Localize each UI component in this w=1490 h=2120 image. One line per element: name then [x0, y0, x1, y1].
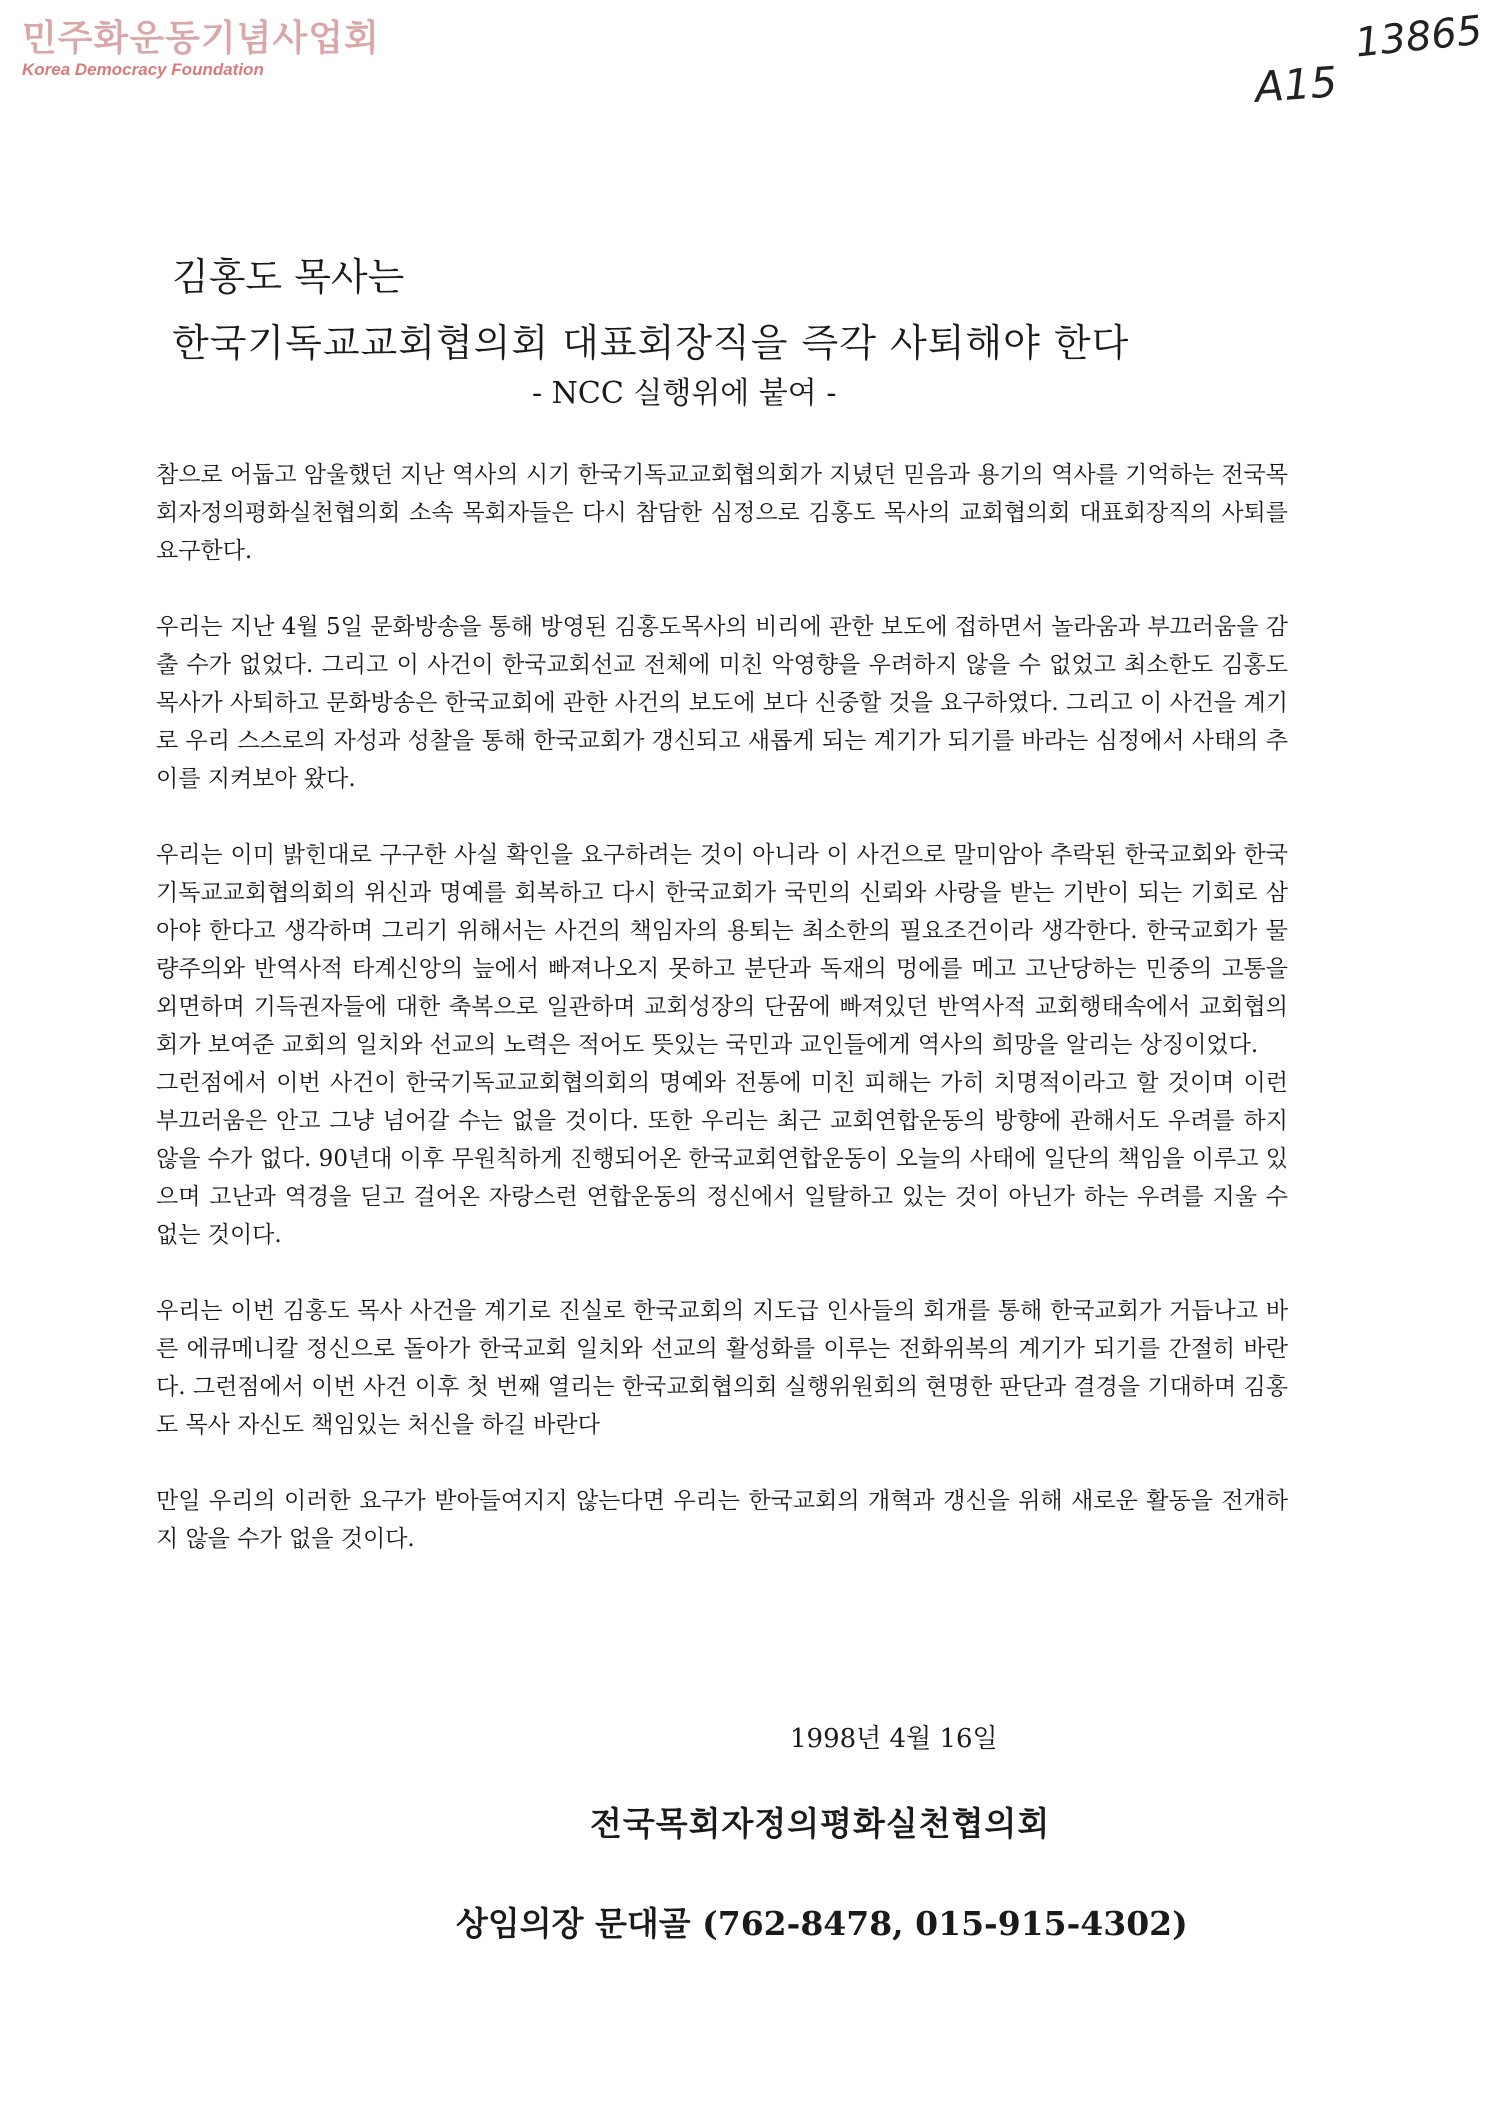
watermark-korean: 민주화운동기념사업회: [22, 18, 380, 59]
document-subtitle: - NCC 실행위에 붙여 -: [532, 376, 837, 411]
paragraph-5: 우리는 이번 김홍도 목사 사건을 계기로 진실로 한국교회의 지도급 인사들의 회개를 통해 한국교회가 거듭나고 바른 에큐메니칼 정신으로 돌아가 한국교회 일치와 선교의 활성화를 이루는 전화위복의 계기가 되기를 간절히 바란다. 그런점에서 이번 사건 이후 첫 번째 열리는 한국교회협의회 실행위원회의 현명한 판단과 결경을 기대하며 김홍도 목사 자신도 책임있는 처신을 하길 바란다: [156, 1298, 1288, 1438]
handwritten-code: A15: [1253, 57, 1339, 112]
paragraph-4: 그런점에서 이번 사건이 한국기독교교회협의회의 명예와 전통에 미친 피해는 가히 치명적이라고 할 것이며 이런 부끄러움은 안고 그냥 넘어갈 수는 없을 것이다. 또한 우리는 최근 교회연합운동의 방향에 관해서도 우려를 하지 않을 수가 없다. 90년대 이후 무원칙하게 진행되어온 한국교회연합운동이 오늘의 사태에 일단의 책임을 이루고 있으며 고난과 역경을 딛고 걸어온 자랑스런 연합운동의 정신에서 일탈하고 있는 것이 아닌가 하는 우려를 지울 수 없는 것이다.: [156, 1070, 1288, 1248]
organization-name: 전국목회자정의평화실천협의회: [590, 1804, 1051, 1843]
paragraph-3: 우리는 이미 밝힌대로 구구한 사실 확인을 요구하려는 것이 아니라 이 사건으로 말미암아 추락된 한국교회와 한국기독교교회협의회의 위신과 명예를 회복하고 다시 한국교회가 국민의 신뢰와 사랑을 받는 기반이 되는 기회로 삼아야 한다고 생각하며 그리기 위해서는 사건의 책임자의 용퇴는 최소한의 필요조건이라 생각한다. 한국교회가 물량주의와 반역사적 타계신앙의 늪에서 빠져나오지 못하고 분단과 독재의 멍에를 메고 고난당하는 민중의 고통을 외면하며 기득권자들에 대한 축복으로 일관하며 교회성장의 단꿈에 빠져있던 반역사적 교회행태속에서 교회협의회가 보여준 교회의 일치와 선교의 노력은 적어도 뜻있는 국민과 교인들에게 역사의 희망을 알리는 상징이었다.: [156, 842, 1288, 1058]
watermark-english: Korea Democracy Foundation: [22, 60, 264, 79]
foundation-watermark: [22, 18, 380, 80]
title-line-1: 김홍도 목사는: [172, 255, 405, 299]
paragraph-2: 우리는 지난 4월 5일 문화방송을 통해 방영된 김홍도목사의 비리에 관한 보도에 접하면서 놀라움과 부끄러움을 감출 수가 없었다. 그리고 이 사건이 한국교회선교 전체에 미친 악영향을 우려하지 않을 수 없었고 최소한도 김홍도 목사가 사퇴하고 문화방송은 한국교회에 관한 사건의 보도에 보다 신중할 것을 요구하였다. 그리고 이 사건을 계기로 우리 스스로의 자성과 성찰을 통해 한국교회가 갱신되고 새롭게 되는 계기가 되기를 바라는 심정에서 사태의 추이를 지켜보아 왔다.: [156, 614, 1288, 792]
document-body: [156, 456, 1288, 1558]
handwritten-document-number: 13865: [1352, 7, 1485, 67]
document-title-block: [0, 252, 1490, 414]
document-date: 1998년 4월 16일: [790, 1724, 998, 1754]
title-line-2: 한국기독교교회협의회 대표회장직을 즉각 사퇴해야 한다: [172, 321, 1130, 365]
chairperson-contact: 상임의장 문대골 (762-8478, 015-915-4302): [456, 1904, 1188, 1943]
paragraph-1: 참으로 어둡고 암울했던 지난 역사의 시기 한국기독교교회협의회가 지녔던 믿음과 용기의 역사를 기억하는 전국목회자정의평화실천협의회 소속 목회자들은 다시 참담한 심정으로 김홍도 목사의 교회협의회 대표회장직의 사퇴를 요구한다.: [156, 462, 1288, 564]
paragraph-6: 만일 우리의 이러한 요구가 받아들여지지 않는다면 우리는 한국교회의 개혁과 갱신을 위해 새로운 활동을 전개하지 않을 수가 없을 것이다.: [156, 1488, 1288, 1552]
